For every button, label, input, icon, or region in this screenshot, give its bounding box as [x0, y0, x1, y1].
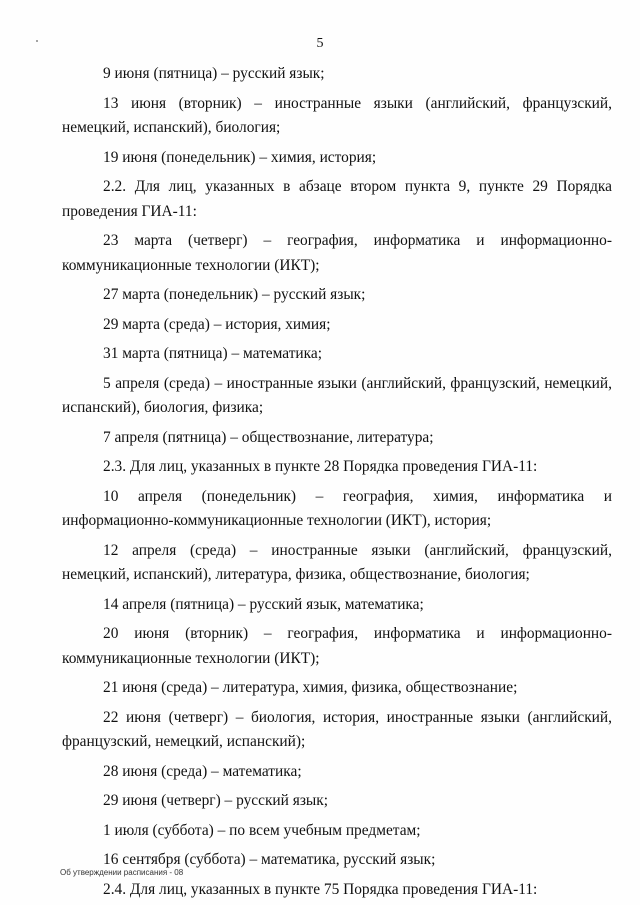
paragraph: 22 июня (четверг) – биология, история, иностранные языки (английский, французский, немецкий, испанский);	[62, 708, 612, 750]
page-number: 5	[316, 36, 324, 51]
paragraph: 19 июня (понедельник) – химия, история;	[103, 148, 377, 166]
paragraph: 5 апреля (среда) – иностранные языки (английский, французский, немецкий, испанский), биология, физика;	[62, 374, 612, 416]
paragraph: 21 июня (среда) – литература, химия, физика, обществознание;	[103, 679, 518, 696]
paragraph: 20 июня (вторник) – география, информатика и информационно-коммуникационные технологии (ИКТ);	[62, 625, 612, 667]
paragraph: 14 апреля (пятница) – русский язык, математика;	[103, 595, 424, 613]
paragraph: 7 апреля (пятница) – обществознание, литература;	[103, 428, 434, 446]
paragraph: 29 июня (четверг) – русский язык;	[103, 792, 328, 809]
paragraph: 27 марта (понедельник) – русский язык;	[103, 286, 366, 303]
paragraph: 1 июля (суббота) – по всем учебным предметам;	[103, 821, 421, 839]
section-heading-2-3: 2.3. Для лиц, указанных в пункте 28 Порядка проведения ГИА-11:	[103, 458, 538, 475]
paragraph: 12 апреля (среда) – иностранные языки (английский, французский, немецкий, испанский), литература, физика, обществознание, биология;	[62, 541, 612, 583]
paragraph: 13 июня (вторник) – иностранные языки (английский, французский, немецкий, испанский), биология;	[62, 94, 612, 136]
paragraph: 28 июня (среда) – математика;	[103, 762, 302, 780]
paragraph: 31 марта (пятница) – математика;	[103, 345, 323, 362]
section-heading-2-4: 2.4. Для лиц, указанных в пункте 75 Порядка проведения ГИА-11:	[103, 880, 538, 898]
paragraph: 16 сентября (суббота) – математика, русский язык;	[103, 851, 436, 868]
paragraph: 10 апреля (понедельник) – география, химия, информатика и информационно-коммуникационные технологии (ИКТ), история;	[62, 487, 612, 529]
paragraph: 29 марта (среда) – история, химия;	[103, 315, 331, 333]
paragraph: 9 июня (пятница) – русский язык;	[103, 65, 325, 82]
section-heading-2-2: 2.2. Для лиц, указанных в абзаце втором пункта 9, пункте 29 Порядка проведения ГИА-11:	[62, 178, 612, 220]
paragraph: 23 марта (четверг) – география, информатика и информационно-коммуникационные технологии (ИКТ);	[62, 232, 612, 274]
document-body	[62, 62, 612, 907]
footer-text: Об утверждении расписания - 08	[60, 868, 184, 877]
